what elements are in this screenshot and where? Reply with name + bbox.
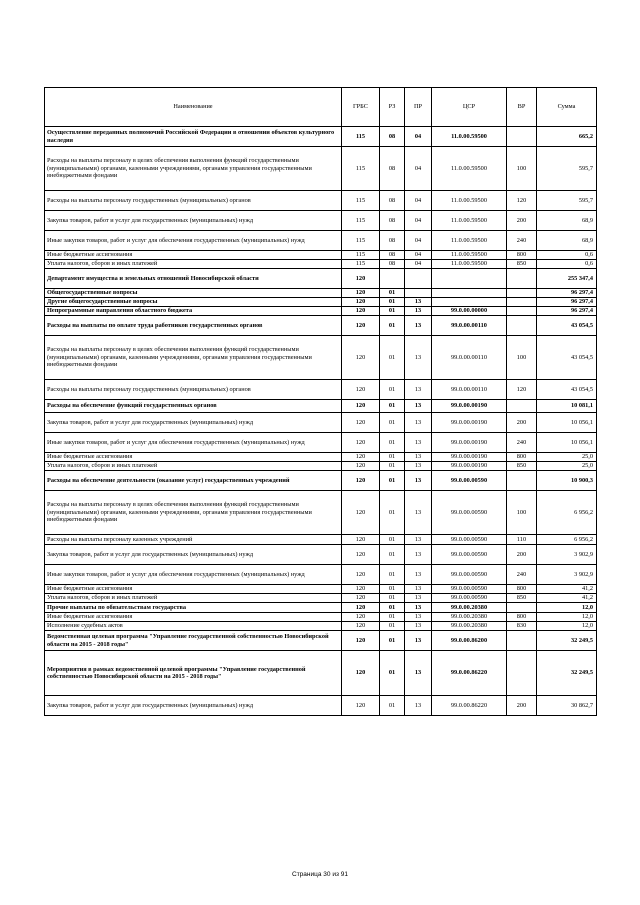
cell-vr: 240: [507, 231, 537, 251]
table-row: [45, 269, 597, 289]
cell-vr: 850: [507, 260, 537, 269]
cell-grbs: 120: [342, 433, 380, 453]
cell-rz: 01: [380, 594, 405, 603]
cell-rz: 01: [380, 316, 405, 336]
cell-vr: 850: [507, 594, 537, 603]
cell-pr: 13: [405, 336, 432, 380]
cell-grbs: 120: [342, 603, 380, 613]
cell-vr: 800: [507, 453, 537, 462]
cell-grbs: 115: [342, 191, 380, 211]
cell-pr: 13: [405, 471, 432, 491]
table-row: [45, 545, 597, 565]
cell-pr: [405, 289, 432, 298]
cell-grbs: 120: [342, 613, 380, 622]
cell-name: Иные закупки товаров, работ и услуг для обеспечения государственных (муниципальных) нужд: [45, 231, 342, 251]
header-pr: ПР: [405, 88, 432, 127]
cell-csr: 99.0.00.20380: [432, 603, 507, 613]
cell-rz: 01: [380, 535, 405, 545]
cell-vr: [507, 603, 537, 613]
cell-vr: [507, 269, 537, 289]
budget-table: [44, 87, 597, 716]
cell-csr: 11.0.00.59500: [432, 127, 507, 147]
cell-grbs: 120: [342, 380, 380, 400]
cell-sum: 43 054,5: [537, 316, 597, 336]
cell-name: Иные бюджетные ассигнования: [45, 613, 342, 622]
table-body: [45, 127, 597, 716]
cell-sum: 41,2: [537, 594, 597, 603]
header-name: Наименование: [45, 88, 342, 127]
cell-vr: [507, 307, 537, 316]
cell-vr: [507, 400, 537, 413]
cell-name: Иные бюджетные ассигнования: [45, 251, 342, 260]
cell-rz: 08: [380, 231, 405, 251]
cell-csr: 99.0.00.00110: [432, 380, 507, 400]
cell-vr: [507, 298, 537, 307]
cell-name: Департамент имущества и земельных отношений Новосибирской области: [45, 269, 342, 289]
cell-vr: 200: [507, 211, 537, 231]
cell-rz: 01: [380, 307, 405, 316]
table-row: [45, 260, 597, 269]
table-row: [45, 413, 597, 433]
table-row: [45, 565, 597, 585]
header-vr: ВР: [507, 88, 537, 127]
table-row: [45, 433, 597, 453]
cell-pr: 13: [405, 462, 432, 471]
cell-pr: 13: [405, 651, 432, 696]
cell-name: Расходы на выплаты персоналу государственных (муниципальных) органов: [45, 191, 342, 211]
cell-pr: 13: [405, 565, 432, 585]
table-row: [45, 594, 597, 603]
cell-name: Расходы на выплаты персоналу казенных учреждений: [45, 535, 342, 545]
cell-grbs: 120: [342, 622, 380, 631]
cell-rz: 01: [380, 453, 405, 462]
cell-name: Расходы на выплаты персоналу в целях обеспечения выполнения функций государственными (муниципальными) органами, казенными учреждениями, органами управления государственными внебюджетными фондами: [45, 147, 342, 191]
cell-rz: 01: [380, 289, 405, 298]
cell-grbs: 120: [342, 316, 380, 336]
cell-grbs: 120: [342, 413, 380, 433]
cell-sum: 68,9: [537, 211, 597, 231]
cell-name: Расходы на обеспечение функций государственных органов: [45, 400, 342, 413]
cell-rz: 01: [380, 413, 405, 433]
cell-csr: 11.0.00.59500: [432, 191, 507, 211]
cell-sum: 3 902,9: [537, 545, 597, 565]
cell-vr: [507, 631, 537, 651]
cell-name: Осуществление переданных полномочий Российской Федерации в отношении объектов культурного наследия: [45, 127, 342, 147]
cell-csr: 99.0.00.00110: [432, 336, 507, 380]
cell-rz: 01: [380, 613, 405, 622]
cell-name: Мероприятия в рамках ведомственной целевой программы "Управление государственной собственностью Новосибирской области на 2015 - 2018 годы": [45, 651, 342, 696]
cell-grbs: 120: [342, 269, 380, 289]
cell-pr: 13: [405, 400, 432, 413]
cell-rz: 08: [380, 251, 405, 260]
cell-grbs: 115: [342, 231, 380, 251]
table-row: [45, 631, 597, 651]
cell-name: Закупка товаров, работ и услуг для государственных (муниципальных) нужд: [45, 545, 342, 565]
cell-csr: 11.0.00.59500: [432, 231, 507, 251]
cell-csr: 99.0.00.00000: [432, 307, 507, 316]
cell-pr: 04: [405, 260, 432, 269]
cell-sum: 30 862,7: [537, 696, 597, 716]
cell-pr: 13: [405, 585, 432, 594]
cell-sum: 6 956,2: [537, 535, 597, 545]
cell-sum: 25,0: [537, 462, 597, 471]
cell-sum: 3 902,9: [537, 565, 597, 585]
cell-name: Закупка товаров, работ и услуг для государственных (муниципальных) нужд: [45, 413, 342, 433]
cell-grbs: 120: [342, 289, 380, 298]
cell-pr: 13: [405, 380, 432, 400]
cell-pr: 04: [405, 211, 432, 231]
cell-rz: 08: [380, 127, 405, 147]
cell-vr: 800: [507, 585, 537, 594]
cell-grbs: 120: [342, 545, 380, 565]
cell-pr: 13: [405, 491, 432, 535]
cell-pr: 13: [405, 307, 432, 316]
table-row: [45, 316, 597, 336]
cell-rz: 08: [380, 211, 405, 231]
table-row: [45, 211, 597, 231]
table-row: [45, 453, 597, 462]
cell-sum: 0,6: [537, 251, 597, 260]
table-row: [45, 491, 597, 535]
cell-sum: 96 297,4: [537, 307, 597, 316]
cell-grbs: 120: [342, 298, 380, 307]
cell-sum: 10 900,3: [537, 471, 597, 491]
cell-grbs: 120: [342, 565, 380, 585]
cell-pr: 13: [405, 433, 432, 453]
cell-pr: 13: [405, 316, 432, 336]
header-grbs: ГРБС: [342, 88, 380, 127]
cell-rz: 01: [380, 336, 405, 380]
cell-pr: 13: [405, 453, 432, 462]
cell-name: Общегосударственные вопросы: [45, 289, 342, 298]
cell-csr: 99.0.00.00590: [432, 471, 507, 491]
cell-vr: 200: [507, 545, 537, 565]
cell-vr: [507, 316, 537, 336]
cell-csr: [432, 269, 507, 289]
cell-grbs: 120: [342, 631, 380, 651]
cell-name: Закупка товаров, работ и услуг для государственных (муниципальных) нужд: [45, 211, 342, 231]
cell-vr: [507, 127, 537, 147]
cell-csr: 99.0.00.00590: [432, 491, 507, 535]
cell-rz: 01: [380, 585, 405, 594]
cell-grbs: 120: [342, 491, 380, 535]
cell-sum: 10 056,1: [537, 433, 597, 453]
cell-name: Уплата налогов, сборов и иных платежей: [45, 462, 342, 471]
cell-name: Расходы на выплаты персоналу государственных (муниципальных) органов: [45, 380, 342, 400]
cell-grbs: 120: [342, 585, 380, 594]
table-row: [45, 471, 597, 491]
cell-vr: 240: [507, 433, 537, 453]
cell-rz: 01: [380, 603, 405, 613]
cell-sum: 255 347,4: [537, 269, 597, 289]
cell-csr: 99.0.00.00590: [432, 565, 507, 585]
cell-pr: 13: [405, 298, 432, 307]
cell-grbs: 120: [342, 336, 380, 380]
cell-csr: 11.0.00.59500: [432, 147, 507, 191]
cell-csr: 99.0.00.00190: [432, 413, 507, 433]
cell-name: Исполнение судебных актов: [45, 622, 342, 631]
header-sum: Сумма: [537, 88, 597, 127]
table-row: [45, 127, 597, 147]
cell-vr: 200: [507, 413, 537, 433]
cell-rz: 01: [380, 565, 405, 585]
table-row: [45, 251, 597, 260]
cell-csr: [432, 289, 507, 298]
cell-csr: 99.0.00.00110: [432, 316, 507, 336]
cell-grbs: 120: [342, 594, 380, 603]
cell-grbs: 120: [342, 462, 380, 471]
cell-pr: 04: [405, 251, 432, 260]
cell-sum: 12,0: [537, 622, 597, 631]
cell-csr: 11.0.00.59500: [432, 211, 507, 231]
cell-rz: 01: [380, 462, 405, 471]
cell-sum: 32 249,5: [537, 631, 597, 651]
cell-pr: 13: [405, 631, 432, 651]
cell-vr: 800: [507, 613, 537, 622]
cell-rz: 01: [380, 491, 405, 535]
table-row: [45, 289, 597, 298]
cell-grbs: 115: [342, 260, 380, 269]
cell-vr: [507, 651, 537, 696]
cell-csr: 99.0.00.20380: [432, 613, 507, 622]
cell-csr: 99.0.00.00190: [432, 433, 507, 453]
cell-csr: [432, 298, 507, 307]
cell-csr: 99.0.00.00190: [432, 400, 507, 413]
cell-name: Непрограммные направления областного бюджета: [45, 307, 342, 316]
cell-vr: 850: [507, 462, 537, 471]
cell-sum: 12,0: [537, 603, 597, 613]
header-rz: РЗ: [380, 88, 405, 127]
cell-sum: 595,7: [537, 191, 597, 211]
cell-sum: 96 297,4: [537, 298, 597, 307]
cell-vr: [507, 289, 537, 298]
cell-csr: 99.0.00.00190: [432, 462, 507, 471]
cell-sum: 595,7: [537, 147, 597, 191]
cell-pr: 13: [405, 594, 432, 603]
table-row: [45, 651, 597, 696]
cell-grbs: 120: [342, 696, 380, 716]
cell-name: Расходы на выплаты по оплате труда работников государственных органов: [45, 316, 342, 336]
cell-rz: 01: [380, 631, 405, 651]
cell-name: Ведомственная целевая программа "Управление государственной собственностью Новосибирской области на 2015 - 2018 годы": [45, 631, 342, 651]
cell-pr: [405, 269, 432, 289]
cell-pr: 13: [405, 622, 432, 631]
cell-pr: 04: [405, 127, 432, 147]
table-row: [45, 147, 597, 191]
cell-name: Иные бюджетные ассигнования: [45, 453, 342, 462]
cell-name: Другие общегосударственные вопросы: [45, 298, 342, 307]
cell-sum: 10 081,1: [537, 400, 597, 413]
cell-name: Расходы на обеспечение деятельности (оказание услуг) государственных учреждений: [45, 471, 342, 491]
cell-csr: 99.0.00.00590: [432, 594, 507, 603]
table-row: [45, 191, 597, 211]
page-number: Страница 30 из 91: [292, 871, 348, 878]
table-row: [45, 298, 597, 307]
cell-csr: 99.0.00.20380: [432, 622, 507, 631]
cell-csr: 99.0.00.00590: [432, 585, 507, 594]
table-row: [45, 622, 597, 631]
cell-rz: 01: [380, 622, 405, 631]
cell-vr: 830: [507, 622, 537, 631]
cell-vr: 240: [507, 565, 537, 585]
cell-pr: 13: [405, 613, 432, 622]
cell-vr: 120: [507, 191, 537, 211]
cell-pr: 04: [405, 191, 432, 211]
table-row: [45, 535, 597, 545]
cell-sum: 43 054,5: [537, 336, 597, 380]
table-header-row: [45, 88, 597, 127]
cell-grbs: 115: [342, 147, 380, 191]
cell-rz: 01: [380, 651, 405, 696]
cell-sum: 96 297,4: [537, 289, 597, 298]
cell-name: Расходы на выплаты персоналу в целях обеспечения выполнения функций государственными (муниципальными) органами, казенными учреждениями, органами управления государственными внебюджетными фондами: [45, 336, 342, 380]
cell-vr: 800: [507, 251, 537, 260]
cell-grbs: 120: [342, 471, 380, 491]
cell-pr: 13: [405, 413, 432, 433]
cell-sum: 68,9: [537, 231, 597, 251]
table-row: [45, 603, 597, 613]
cell-grbs: 120: [342, 453, 380, 462]
cell-vr: [507, 471, 537, 491]
cell-csr: 11.0.00.59500: [432, 251, 507, 260]
cell-rz: 08: [380, 260, 405, 269]
table-row: [45, 380, 597, 400]
cell-rz: 01: [380, 471, 405, 491]
cell-name: Иные бюджетные ассигнования: [45, 585, 342, 594]
cell-name: Уплата налогов, сборов и иных платежей: [45, 594, 342, 603]
cell-pr: 04: [405, 231, 432, 251]
cell-csr: 99.0.00.86220: [432, 651, 507, 696]
header-csr: ЦСР: [432, 88, 507, 127]
cell-grbs: 120: [342, 651, 380, 696]
table-row: [45, 585, 597, 594]
cell-vr: 100: [507, 336, 537, 380]
cell-rz: 01: [380, 545, 405, 565]
cell-csr: 99.0.00.00590: [432, 545, 507, 565]
cell-sum: 6 956,2: [537, 491, 597, 535]
cell-grbs: 120: [342, 307, 380, 316]
cell-csr: 99.0.00.00190: [432, 453, 507, 462]
cell-sum: 12,0: [537, 613, 597, 622]
cell-sum: 665,2: [537, 127, 597, 147]
table-row: [45, 336, 597, 380]
table-row: [45, 400, 597, 413]
cell-csr: 99.0.00.86200: [432, 631, 507, 651]
cell-sum: 41,2: [537, 585, 597, 594]
cell-name: Прочие выплаты по обязательствам государства: [45, 603, 342, 613]
cell-name: Расходы на выплаты персоналу в целях обеспечения выполнения функций государственными (муниципальными) органами, казенными учреждениями, органами управления государственными внебюджетными фондами: [45, 491, 342, 535]
cell-rz: 01: [380, 380, 405, 400]
cell-grbs: 120: [342, 535, 380, 545]
cell-name: Закупка товаров, работ и услуг для государственных (муниципальных) нужд: [45, 696, 342, 716]
cell-rz: 01: [380, 400, 405, 413]
cell-csr: 99.0.00.00590: [432, 535, 507, 545]
cell-sum: 25,0: [537, 453, 597, 462]
cell-rz: 01: [380, 433, 405, 453]
cell-grbs: 115: [342, 211, 380, 231]
table-row: [45, 231, 597, 251]
cell-pr: 04: [405, 147, 432, 191]
cell-vr: 100: [507, 491, 537, 535]
cell-name: Иные закупки товаров, работ и услуг для обеспечения государственных (муниципальных) нужд: [45, 433, 342, 453]
cell-sum: 32 249,5: [537, 651, 597, 696]
cell-pr: 13: [405, 535, 432, 545]
cell-rz: 01: [380, 696, 405, 716]
cell-grbs: 115: [342, 127, 380, 147]
table-row: [45, 307, 597, 316]
cell-grbs: 120: [342, 400, 380, 413]
cell-csr: 11.0.00.59500: [432, 260, 507, 269]
table-row: [45, 613, 597, 622]
cell-vr: 100: [507, 147, 537, 191]
cell-rz: 08: [380, 191, 405, 211]
cell-rz: 01: [380, 298, 405, 307]
cell-sum: 10 056,1: [537, 413, 597, 433]
cell-vr: 120: [507, 380, 537, 400]
cell-sum: 43 054,5: [537, 380, 597, 400]
cell-csr: 99.0.00.86220: [432, 696, 507, 716]
table-row: [45, 696, 597, 716]
cell-sum: 0,6: [537, 260, 597, 269]
cell-grbs: 115: [342, 251, 380, 260]
cell-name: Иные закупки товаров, работ и услуг для обеспечения государственных (муниципальных) нужд: [45, 565, 342, 585]
table-row: [45, 462, 597, 471]
cell-pr: 13: [405, 545, 432, 565]
cell-name: Уплата налогов, сборов и иных платежей: [45, 260, 342, 269]
cell-pr: 13: [405, 696, 432, 716]
cell-rz: [380, 269, 405, 289]
cell-vr: 110: [507, 535, 537, 545]
cell-vr: 200: [507, 696, 537, 716]
cell-rz: 08: [380, 147, 405, 191]
cell-pr: 13: [405, 603, 432, 613]
